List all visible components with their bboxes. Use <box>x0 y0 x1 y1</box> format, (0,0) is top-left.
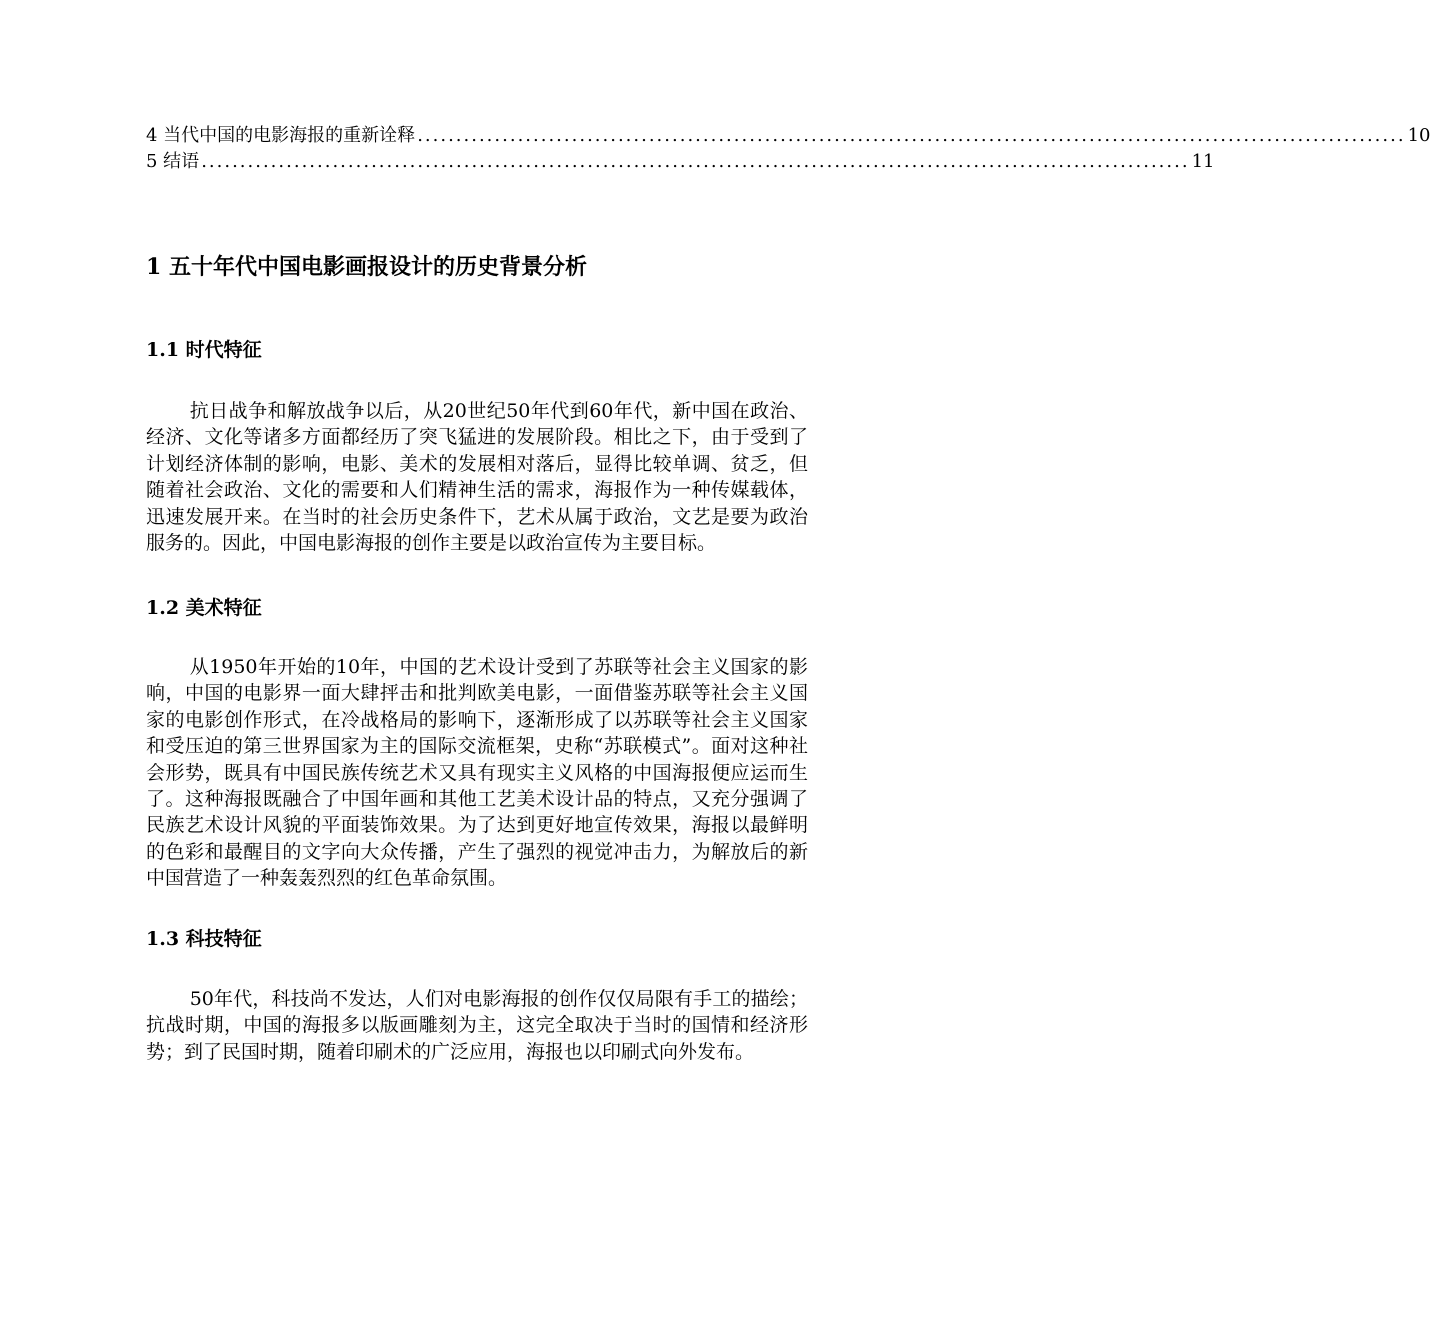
subsection-heading: 1.1 时代特征 <box>146 339 262 361</box>
subsection-heading: 1.2 美术特征 <box>146 597 262 619</box>
toc-leader-dots: ................................................................................................................................ <box>417 125 1406 146</box>
toc-entry-label: 4 当代中国的电影海报的重新诠释 <box>146 125 416 146</box>
body-paragraph: 50年代，科技尚不发达，人们对电影海报的创作仅仅局限有手工的描绘；抗战时期，中国的海报多以版画雕刻为主，这完全取决于当时的国情和经济形势；到了民国时期，随着印刷术的广泛应用，海报也以印刷式向外发布。 <box>146 988 808 1063</box>
subsection-heading: 1.3 科技特征 <box>146 928 262 950</box>
body-paragraph: 抗日战争和解放战争以后，从20世纪50年代到60年代，新中国在政治、经济、文化等诸多方面都经历了突飞猛进的发展阶段。相比之下，由于受到了计划经济体制的影响，电影、美术的发展相对落后，显得比较单调、贫乏，但随着社会政治、文化的需要和人们精神生活的需求，海报作为一种传媒载体，迅速发展开来。在当时的社会历史条件下，艺术从属于政治，文艺是要为政治服务的。因此，中国电影海报的创作主要是以政治宣传为主要目标。 <box>146 400 808 555</box>
table-of-contents <box>146 123 1430 175</box>
toc-leader-dots: ................................................................................................................................ <box>201 151 1190 172</box>
toc-entry-label: 5 结语 <box>146 151 200 172</box>
toc-entry-page: 10 <box>1407 125 1430 146</box>
toc-entry-page: 11 <box>1191 151 1215 172</box>
body-paragraph: 从1950年开始的10年，中国的艺术设计受到了苏联等社会主义国家的影响，中国的电影界一面大肆抨击和批判欧美电影，一面借鉴苏联等社会主义国家的电影创作形式，在冷战格局的影响下，逐渐形成了以苏联等社会主义国家和受压迫的第三世界国家为主的国际交流框架，史称“苏联模式”。面对这种社会形势，既具有中国民族传统艺术又具有现实主义风格的中国海报便应运而生了。这种海报既融合了中国年画和其他工艺美术设计品的特点，又充分强调了民族艺术设计风貌的平面装饰效果。为了达到更好地宣传效果，海报以最鲜明的色彩和最醒目的文字向大众传播，产生了强烈的视觉冲击力，为解放后的新中国营造了一种轰轰烈烈的红色革命氛围。 <box>146 656 808 890</box>
section-heading: 1 五十年代中国电影画报设计的历史背景分析 <box>146 254 587 280</box>
toc-entry[interactable] <box>146 149 1215 175</box>
toc-entry[interactable] <box>146 123 1430 149</box>
